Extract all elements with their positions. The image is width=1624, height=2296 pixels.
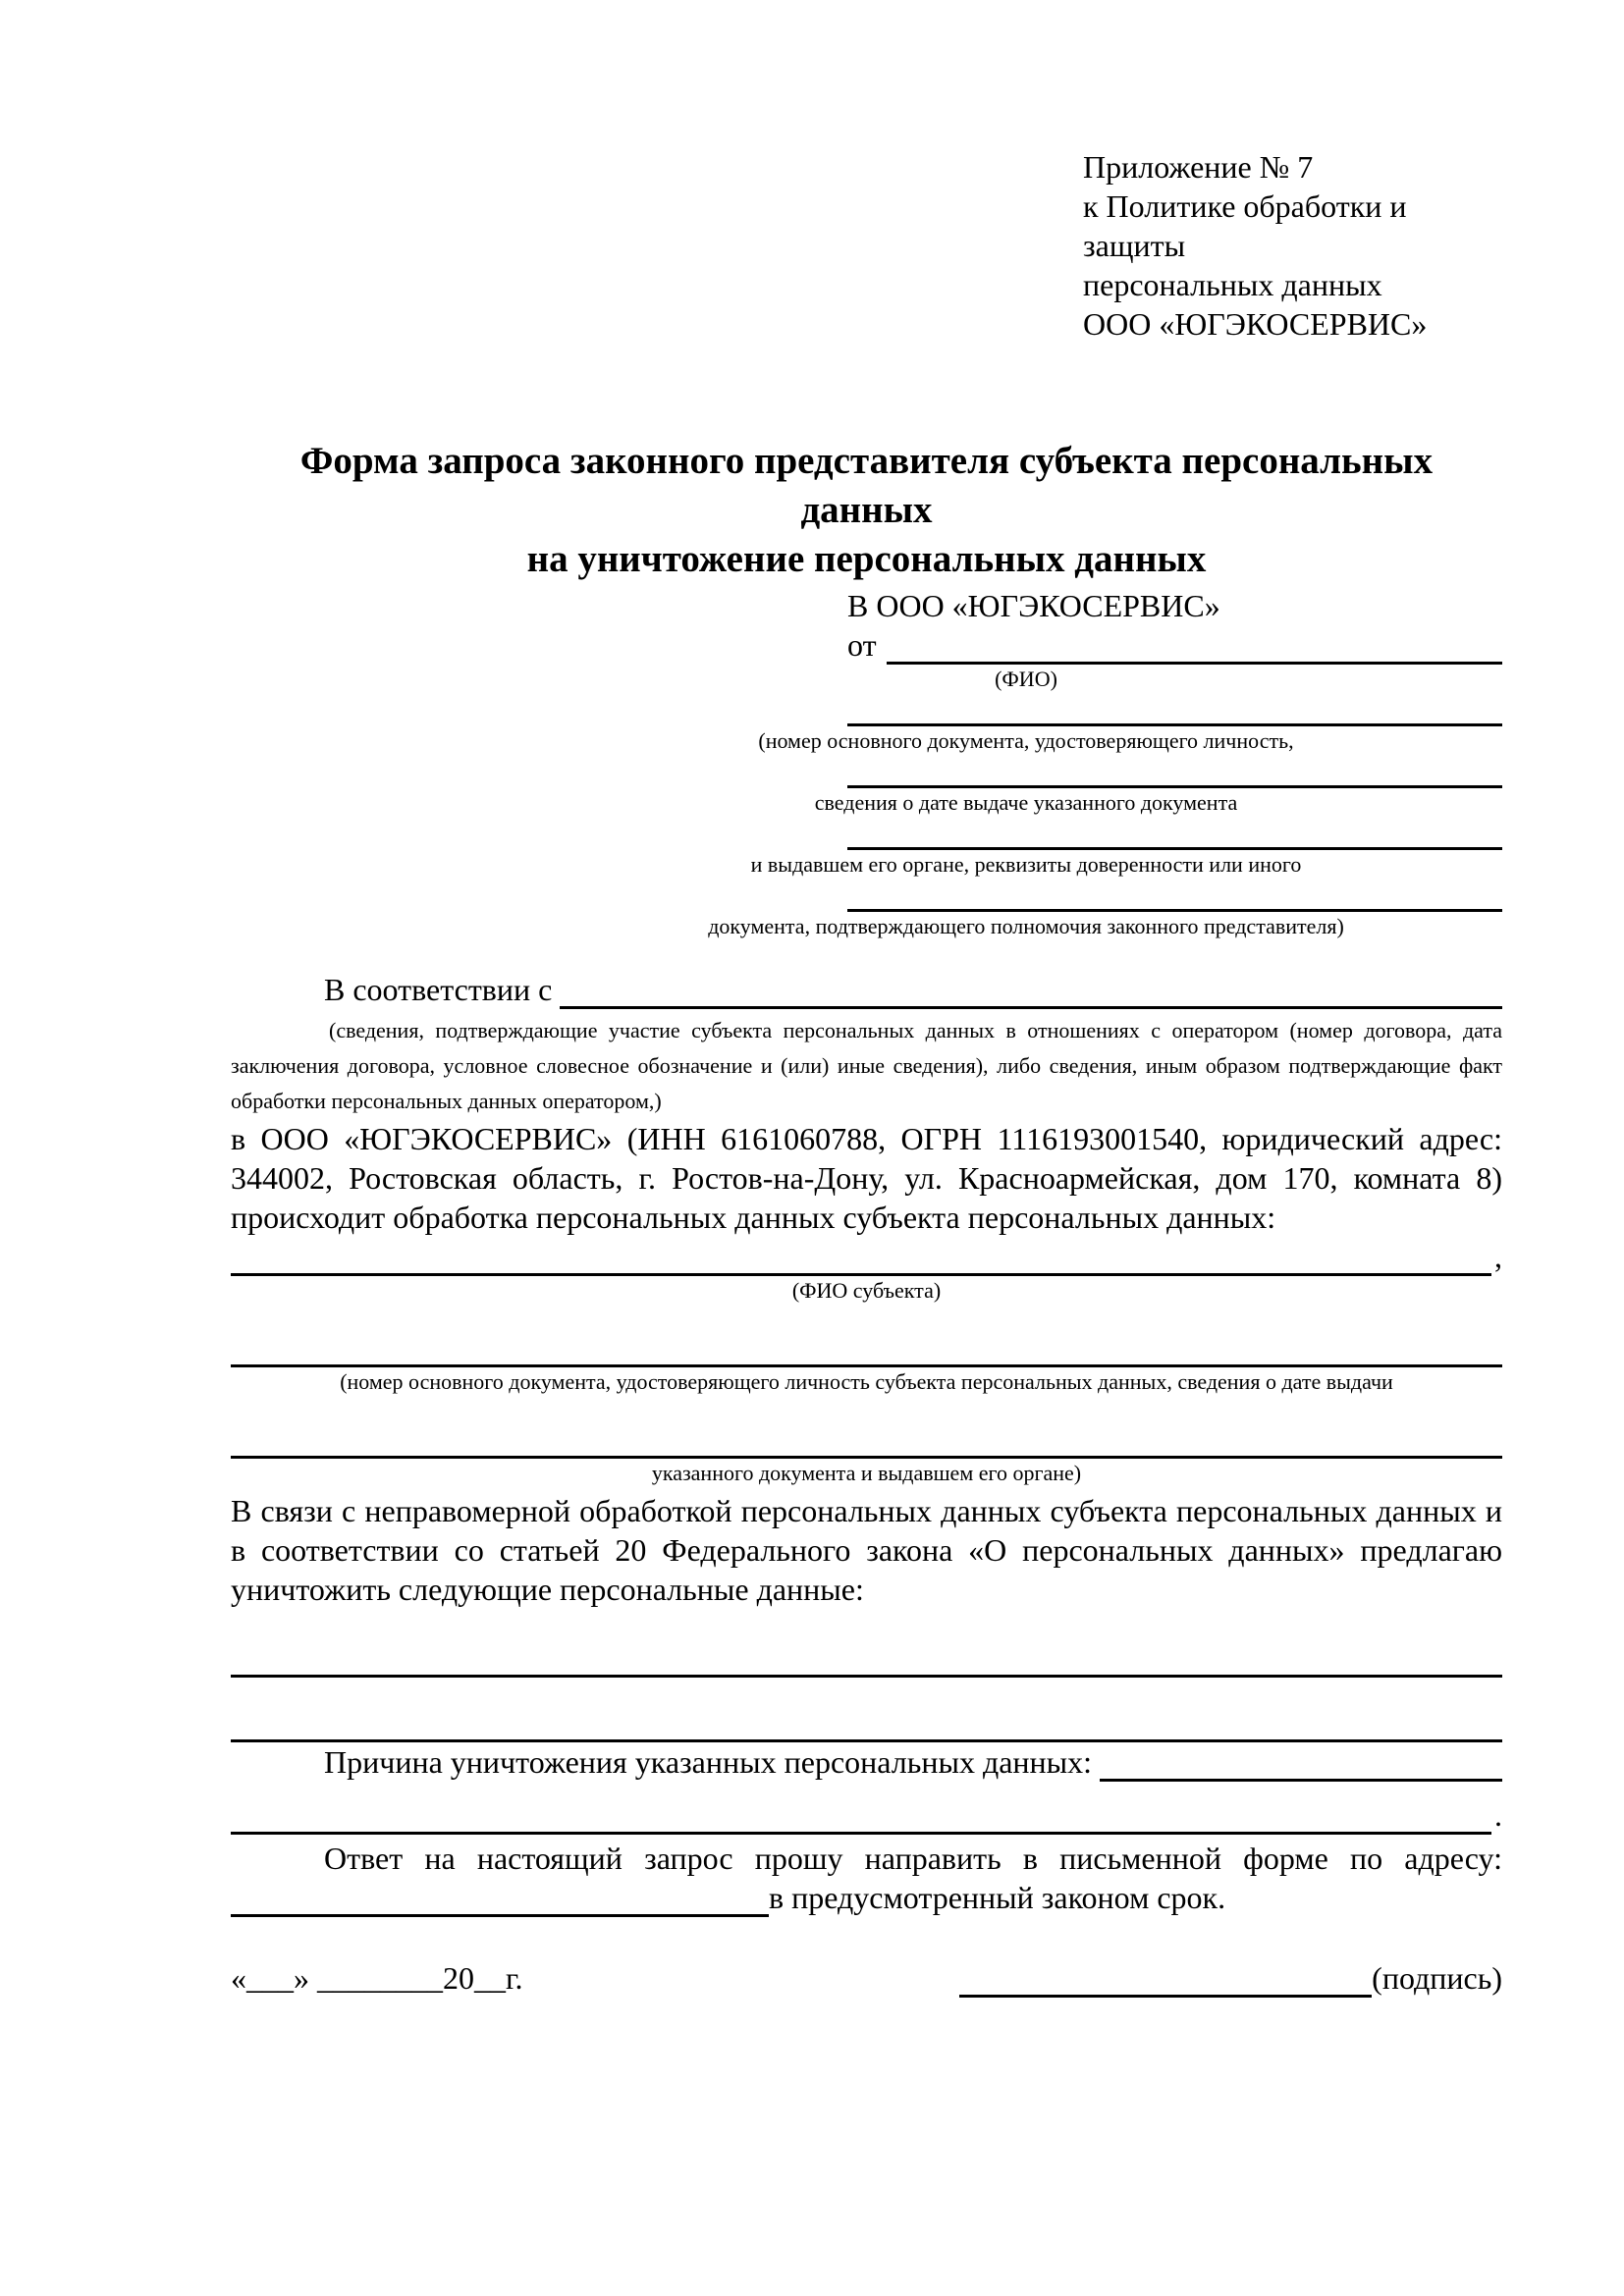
appendix-line-2: к Политике обработки и защиты (1083, 188, 1407, 263)
reply-tail-text: в предусмотренный законом срок. (769, 1880, 1226, 1915)
authority-document-field-line (847, 879, 1502, 912)
unlawful-processing-paragraph: В связи с неправомерной обработкой персональных данных субъекта персональных данных и в соответствии со статьей 20 Федерального закона «О персональных данных» предлагаю уничтожить следующие персональные данные: (231, 1493, 1502, 1607)
period-after-line: . (1494, 1797, 1502, 1833)
accordance-field-line (560, 1006, 1502, 1009)
caption-issuing-authority: и выдавшем его органе, реквизиты доверенности или иного (750, 852, 1302, 877)
document-title-line-2: на уничтожение персональных данных (526, 538, 1207, 580)
reason-field-line-2 (231, 1832, 1491, 1835)
addressee-company: В ООО «ЮГЭКОСЕРВИС» (847, 588, 1220, 623)
reason-row (231, 1742, 1502, 1782)
reply-address-row (231, 1878, 1502, 1917)
reply-address-field-line (231, 1914, 769, 1917)
signature-caption: (подпись) (1372, 1960, 1502, 1996)
comma-after-line: , (1494, 1239, 1502, 1274)
personal-data-field-row-1 (231, 1638, 1502, 1678)
caption-issue-date: сведения о дате выдаче указанного документа (814, 790, 1238, 815)
reason-lead: Причина уничтожения указанных персональных данных: (324, 1744, 1093, 1780)
appendix-line-1: Приложение № 7 (1083, 149, 1314, 185)
caption-subject-document: (номер основного документа, удостоверяющего личность субъекта персональных данных, сведения о дате выдачи (340, 1369, 1393, 1394)
accordance-note: (сведения, подтверждающие участие субъекта персональных данных в отношениях с оператором (номер договора, дата заключения договора, условное словесное обозначение и (или) иные сведения), либо сведения, иным образом подтверждающие факт обработки персональных данных оператором,) (231, 1018, 1502, 1113)
reply-request-paragraph: Ответ на настоящий запрос прошу направить в письменной форме по адресу: (324, 1841, 1502, 1876)
from-label: от (847, 627, 877, 663)
subject-document-authority-field-row (231, 1419, 1502, 1459)
document-issue-date-field-line (847, 755, 1502, 788)
accordance-lead: В соответствии с (324, 972, 553, 1007)
representative-document-field-line (847, 693, 1502, 726)
issuing-authority-field-line (847, 817, 1502, 850)
caption-document-number: (номер основного документа, удостоверяющего личность, (758, 728, 1294, 753)
caption-subject-fio: (ФИО субъекта) (791, 1278, 942, 1303)
addressee-block (550, 586, 1502, 940)
subject-document-field-row (231, 1328, 1502, 1367)
signature-group (959, 1958, 1502, 1998)
reason-continuation-row (231, 1795, 1502, 1835)
date-blank-line: «___» ________20__г. (231, 1960, 523, 1996)
representative-fio-field-line (887, 662, 1502, 665)
personal-data-field-row-2 (231, 1703, 1502, 1742)
appendix-line-3: персональных данных (1083, 267, 1382, 302)
document-title-line-1: Форма запроса законного представителя субъекта персональных данных (299, 440, 1434, 531)
appendix-block (1083, 147, 1502, 344)
caption-fio: (ФИО) (995, 667, 1057, 691)
caption-authority-document: документа, подтверждающего полномочия законного представителя) (708, 914, 1344, 938)
personal-data-field-line-1 (231, 1675, 1502, 1678)
addressee-from-row (847, 625, 1502, 665)
subject-fio-field-row (231, 1237, 1502, 1276)
reason-field-line (1100, 1779, 1502, 1782)
appendix-line-4: ООО «ЮГЭКОСЕРВИС» (1083, 306, 1428, 342)
caption-subject-document-authority: указанного документа и выдавшем его органе) (651, 1461, 1082, 1485)
operator-paragraph: в ООО «ЮГЭКОСЕРВИС» (ИНН 6161060788, ОГРН 1116193001540, юридический адрес: 344002, Ростовская область, г. Ростов-на-Дону, ул. Красноармейская, дом 170, комната 8) происходит обработка персональных данных субъекта персональных данных: (231, 1121, 1502, 1235)
document-body (231, 970, 1502, 1917)
signature-field-line (959, 1995, 1372, 1998)
document-title (231, 437, 1502, 584)
accordance-row (231, 970, 1502, 1009)
footer-row (231, 1958, 1502, 1998)
